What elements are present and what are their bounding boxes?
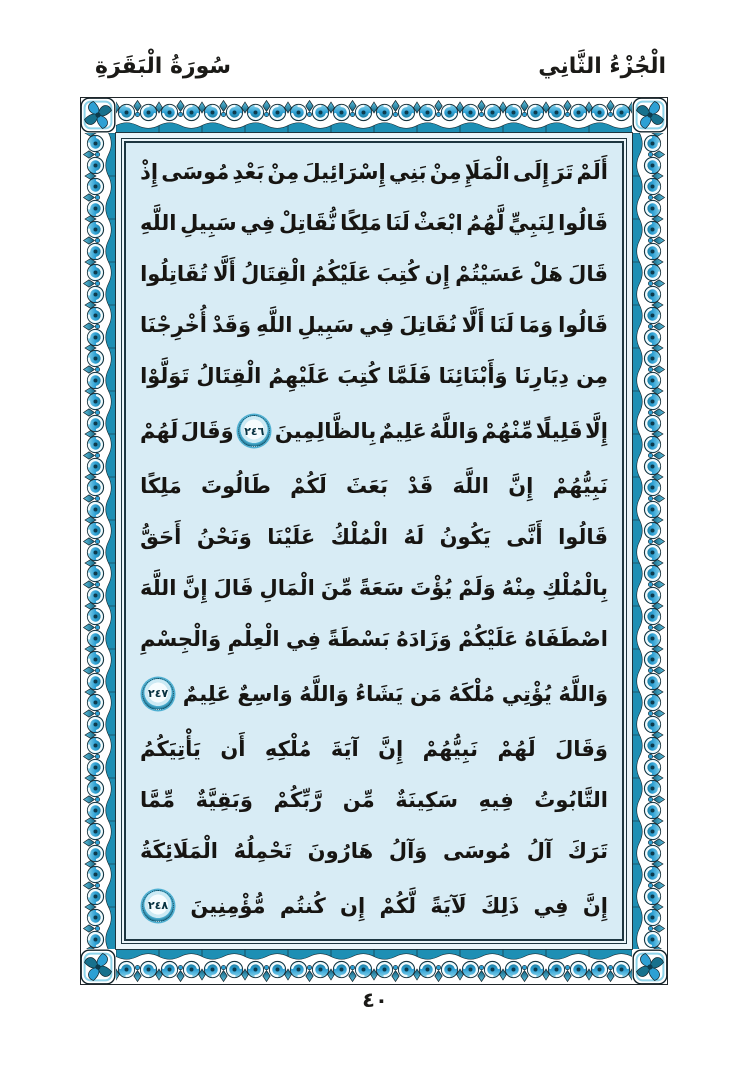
quran-word: عَلَيْكُمُ — [311, 262, 372, 287]
quran-word: عَلِيمٌ — [378, 419, 427, 444]
quran-line — [140, 876, 608, 935]
quran-word: اصْطَفَاهُ — [524, 626, 608, 651]
quran-line — [140, 300, 608, 351]
quran-word: قَالَ — [568, 262, 608, 287]
quran-word: إِلَى — [512, 160, 550, 185]
quran-word: عَلَيْكُمْ — [458, 626, 519, 651]
quran-word: آيَةَ — [330, 736, 359, 761]
quran-word: لَّكُمْ — [379, 893, 417, 918]
quran-word: وَزَادَهُ — [396, 626, 452, 651]
quran-word: تُقَاتِلُوا — [140, 262, 208, 287]
quran-word: إِن — [424, 262, 450, 287]
quran-word: وَقَدْ — [212, 313, 251, 338]
quran-word: الْمُلْكُ — [330, 525, 389, 550]
quran-word: تَرَكَ — [567, 838, 608, 863]
quran-word: لَآيَةً — [430, 893, 467, 918]
quran-word: لَهُ — [403, 525, 425, 550]
quran-word: مُلْكَهُ — [448, 681, 496, 706]
quran-word: كُنتُم — [279, 893, 326, 918]
juz-title: الْجُزْءُ الثَّانِي — [538, 53, 666, 79]
quran-word: بَسْطَةً — [327, 626, 390, 651]
quran-line — [140, 613, 608, 664]
quran-word: لَهُمْ — [140, 419, 179, 444]
quran-word: الْقِتَالُ — [241, 262, 306, 287]
quran-word: قَلِيلًا — [535, 419, 583, 444]
quran-line — [140, 198, 608, 249]
quran-word: هَارُونَ — [307, 838, 374, 863]
quran-line — [140, 147, 608, 198]
quran-word: قَدْ — [407, 474, 434, 499]
quran-word: إِلَّا — [585, 419, 608, 444]
quran-word: عَلِيمٌ — [182, 681, 231, 706]
quran-line — [140, 664, 608, 723]
quran-word: الْمَالِ — [259, 575, 315, 600]
quran-word: كُتِبَ — [376, 262, 420, 287]
quran-word: مِن — [576, 364, 608, 389]
quran-word: عَسَيْتُمْ — [455, 262, 525, 287]
quran-word: لَنَا — [385, 211, 410, 236]
quran-line — [140, 512, 608, 563]
quran-word: وَاللَّهُ — [429, 419, 479, 444]
quran-word: فِي — [285, 626, 321, 651]
verse-number-badge — [238, 415, 270, 447]
quran-word: وَقَالَ — [180, 419, 234, 444]
quran-word: بِالْمُلْكِ — [542, 575, 608, 600]
verse-number: ٢٤٧ — [148, 687, 169, 701]
quran-word: وَقَالَ — [555, 736, 608, 761]
quran-word: فِي — [533, 893, 569, 918]
quran-word: الْعِلْمِ — [227, 626, 280, 651]
quran-word: أَن — [220, 736, 246, 761]
quran-word: نَبِيُّهُمْ — [552, 474, 608, 499]
frame-band-bottom — [116, 949, 632, 985]
quran-word: مَلِكًا — [340, 211, 382, 236]
quran-word: مِّمَّا — [140, 787, 175, 812]
quran-word: وَبَقِيَّةٌ — [195, 787, 253, 812]
quran-word: اللَّهِ — [140, 211, 177, 236]
quran-word: لَّهُمُ — [466, 211, 505, 236]
quran-word: وَلَمْ — [458, 575, 496, 600]
frame-band-right — [632, 133, 668, 949]
quran-line — [140, 723, 608, 774]
quran-word: يَكُونُ — [439, 525, 491, 550]
quran-word: مِّن — [342, 787, 375, 812]
quran-word: إِنَّ — [182, 575, 208, 600]
quran-word: قَالُوا — [558, 211, 608, 236]
quran-line — [140, 351, 608, 402]
verse-number-badge — [142, 678, 174, 710]
quran-word: اللَّهَ — [140, 575, 177, 600]
quran-word: وَاسِعٌ — [237, 681, 293, 706]
frame-corner-top-left — [81, 98, 115, 132]
quran-word: سَبِيلِ — [180, 211, 237, 236]
verse-number-badge — [142, 890, 174, 922]
quran-word: سَعَةً — [358, 575, 405, 600]
quran-word: نُّقَاتِلْ — [278, 211, 337, 236]
quran-word: الْمَلَإِ — [464, 160, 510, 185]
quran-word: الْقِتَالُ — [196, 364, 262, 389]
quran-word: مُوسَى — [161, 160, 230, 185]
quran-word: إِنَّ — [508, 474, 534, 499]
quran-word: فِي — [240, 211, 276, 236]
quran-word: أَنَّى — [506, 525, 543, 550]
quran-word: بَعْدِ — [232, 160, 265, 185]
quran-word: مُّؤْمِنِينَ — [190, 893, 266, 918]
quran-word: لَهُمْ — [497, 736, 536, 761]
quran-word: دِيَارِنَا — [514, 364, 570, 389]
frame-band-top — [116, 97, 632, 133]
quran-word: ذَلِكَ — [481, 893, 520, 918]
quran-word: بِالظَّالِمِينَ — [274, 419, 377, 444]
quran-word: طَالُوتَ — [201, 474, 271, 499]
quran-word: أُخْرِجْنَا — [140, 313, 207, 338]
quran-word: يُؤْتِي — [501, 681, 552, 706]
quran-word: مِنْهُ — [501, 575, 537, 600]
quran-line — [140, 563, 608, 614]
quran-word: بَنِي — [388, 160, 427, 185]
quran-word: فِي — [359, 313, 395, 338]
quran-word: تَرَ — [552, 160, 574, 185]
quran-word: مَلِكًا — [140, 474, 182, 499]
quran-word: وَأَبْنَائِنَا — [438, 364, 508, 389]
quran-word: عَلَيْنَا — [267, 525, 316, 550]
quran-word: يَأْتِيَكُمُ — [140, 736, 201, 761]
quran-text-panel — [124, 141, 624, 941]
frame-corner-top-right — [633, 98, 667, 132]
quran-line — [140, 461, 608, 512]
quran-word: الْمَلَائِكَةُ — [140, 838, 218, 863]
quran-word: مُلْكِهِ — [264, 736, 312, 761]
quran-word: إِذْ — [140, 160, 159, 185]
quran-word: وَآلُ — [388, 838, 428, 863]
quran-word: هَلْ — [529, 262, 563, 287]
quran-word: فَلَمَّا — [387, 364, 432, 389]
quran-line — [140, 774, 608, 825]
quran-word: لِنَبِيٍّ — [508, 211, 555, 236]
quran-word: مِّنْهُمْ — [481, 419, 534, 444]
quran-word: اللَّهِ — [256, 313, 293, 338]
quran-word: يُؤْتَ — [410, 575, 453, 600]
quran-word: كُتِبَ — [337, 364, 381, 389]
quran-line — [140, 825, 608, 876]
page-number: ٤٠ — [362, 988, 388, 1012]
quran-word: التَّابُوتُ — [534, 787, 608, 812]
surah-title: سُورَةُ الْبَقَرَةِ — [95, 53, 232, 79]
quran-word: يَشَاءُ — [355, 681, 404, 706]
quran-word: مِنْ — [267, 160, 300, 185]
quran-line — [140, 402, 608, 461]
quran-word: فِيهِ — [478, 787, 514, 812]
quran-line — [140, 249, 608, 300]
quran-word: تَوَلَّوْا — [140, 364, 190, 389]
quran-word: وَالْجِسْمِ — [140, 626, 222, 651]
verse-number: ٢٤٦ — [244, 424, 265, 438]
quran-word: أَلَمْ — [576, 160, 608, 185]
quran-word: آلُ — [526, 838, 553, 863]
quran-word: وَمَا — [519, 313, 554, 338]
quran-word: قَالُوا — [558, 313, 608, 338]
frame-corner-bottom-right — [633, 950, 667, 984]
quran-word: ابْعَثْ — [413, 211, 463, 236]
quran-word: إِسْرَائِيلَ — [302, 160, 386, 185]
quran-word: مِّنَ — [320, 575, 353, 600]
quran-word: مُوسَى — [442, 838, 512, 863]
quran-word: إِنَّ — [378, 736, 404, 761]
quran-word: مِنْ — [429, 160, 462, 185]
panel-margin — [116, 133, 632, 949]
quran-word: بَعَثَ — [346, 474, 389, 499]
quran-word: لَنَا — [489, 313, 515, 338]
quran-word: سَبِيلِ — [297, 313, 355, 338]
quran-word: نُقَاتِلَ — [399, 313, 457, 338]
quran-word: وَاللَّهُ — [299, 681, 349, 706]
quran-word: لَكُمْ — [290, 474, 327, 499]
quran-word: وَنَحْنُ — [196, 525, 252, 550]
quran-word: عَلَيْهِمُ — [268, 364, 331, 389]
quran-word: سَكِينَةٌ — [395, 787, 459, 812]
quran-word: اللَّهَ — [452, 474, 489, 499]
quran-word: وَاللَّهُ — [558, 681, 608, 706]
quran-word: إِن — [340, 893, 366, 918]
quran-word: أَحَقُّ — [140, 525, 182, 550]
quran-word: قَالُوا — [558, 525, 608, 550]
frame-band-left — [80, 133, 116, 949]
quran-word: إِنَّ — [582, 893, 608, 918]
frame-corner-bottom-left — [81, 950, 115, 984]
quran-word: مَن — [409, 681, 442, 706]
quran-word: تَحْمِلُهُ — [233, 838, 293, 863]
quran-word: رَّبِّكُمْ — [273, 787, 323, 812]
quran-word: قَالَ — [213, 575, 254, 600]
verse-number: ٢٤٨ — [147, 899, 169, 913]
quran-word: نَبِيُّهُمْ — [422, 736, 479, 761]
quran-word: أَلَّا — [213, 262, 236, 287]
quran-word: أَلَّا — [461, 313, 485, 338]
